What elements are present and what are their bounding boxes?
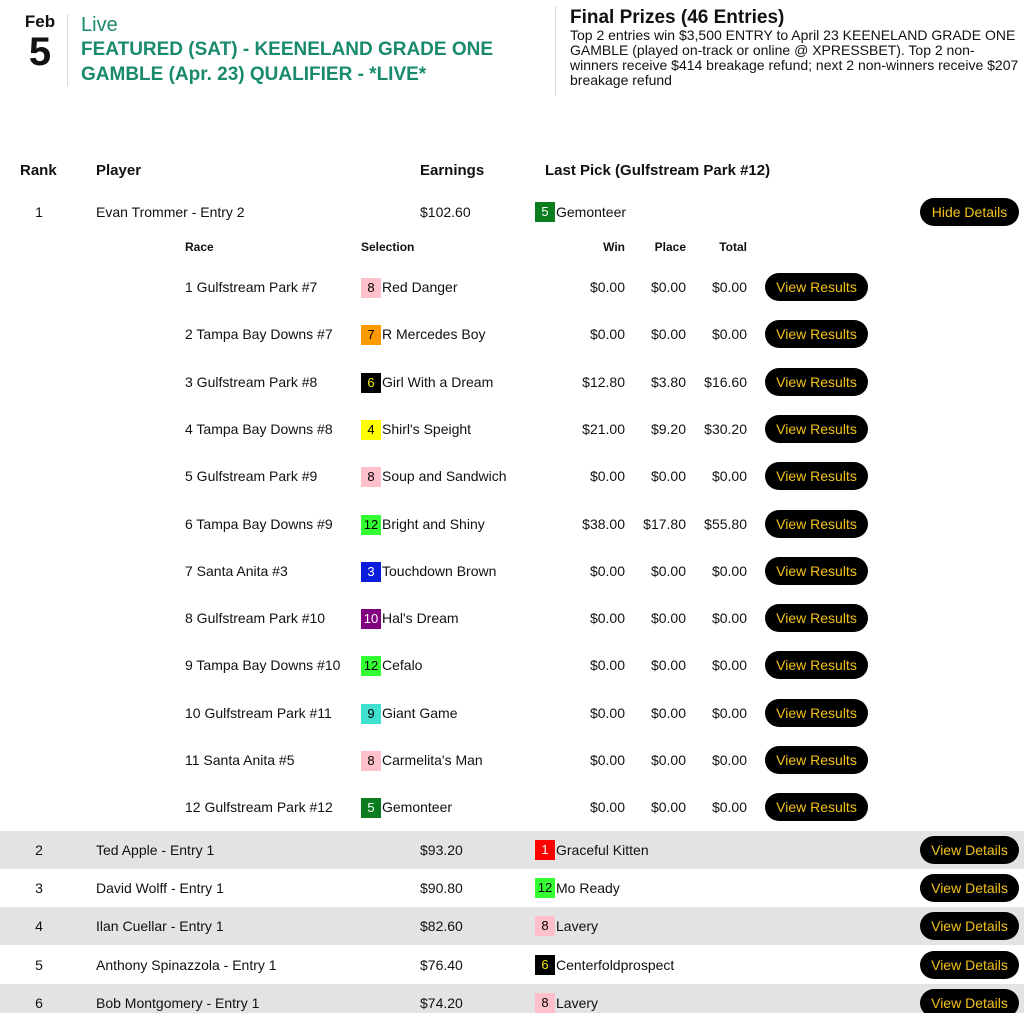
last-pick xyxy=(535,907,598,945)
prizes-title: Final Prizes (46 Entries) xyxy=(570,7,785,28)
selection xyxy=(361,359,493,406)
total-value: $0.00 xyxy=(711,563,747,579)
race-detail-row xyxy=(0,548,1024,595)
race-name: 2 Tampa Bay Downs #7 xyxy=(185,326,333,342)
col-earnings: Earnings xyxy=(420,162,485,179)
horse-name: Gemonteer xyxy=(556,204,627,220)
leaderboard-row xyxy=(0,946,1024,984)
race-detail-row xyxy=(0,690,1024,737)
win-value: $0.00 xyxy=(589,657,625,673)
saddlecloth-badge: 12 xyxy=(361,656,381,676)
view-results-button[interactable]: View Results xyxy=(765,415,868,443)
player-name[interactable]: David Wolff - Entry 1 xyxy=(96,880,224,896)
race-detail-row xyxy=(0,453,1024,500)
horse-name: Cefalo xyxy=(382,657,423,673)
horse-name: Soup and Sandwich xyxy=(382,468,507,484)
win-value: $38.00 xyxy=(582,516,625,532)
date-day: 5 xyxy=(28,30,52,74)
last-pick xyxy=(535,869,620,907)
view-results-button[interactable]: View Results xyxy=(765,651,868,679)
saddlecloth-badge: 5 xyxy=(535,202,555,222)
win-value: $0.00 xyxy=(589,610,625,626)
rank-value: 6 xyxy=(35,995,43,1011)
leaderboard-row xyxy=(0,869,1024,907)
view-results-button[interactable]: View Results xyxy=(765,746,868,774)
place-value: $17.80 xyxy=(643,516,686,532)
leaderboard-row xyxy=(0,831,1024,869)
win-value: $0.00 xyxy=(589,752,625,768)
earnings-value: $93.20 xyxy=(420,842,463,858)
leaderboard-row xyxy=(0,193,1024,231)
saddlecloth-badge: 6 xyxy=(535,955,555,975)
contest-status: Live xyxy=(81,14,118,36)
place-value: $0.00 xyxy=(650,705,686,721)
win-value: $12.80 xyxy=(582,374,625,390)
place-value: $0.00 xyxy=(650,468,686,484)
view-results-button[interactable]: View Results xyxy=(765,320,868,348)
race-name: 8 Gulfstream Park #10 xyxy=(185,610,326,626)
win-value: $0.00 xyxy=(589,799,625,815)
prizes-description: Top 2 entries win $3,500 ENTRY to April 23 KEENELAND GRADE ONE GAMBLE (played on-track or online @ XPRESSBET). Top 2 non-winners receive $414 breakage refund; next 2 non-winners receive $207 breakage refund xyxy=(570,27,1019,88)
view-details-button[interactable]: View Details xyxy=(920,836,1019,864)
win-value: $0.00 xyxy=(589,326,625,342)
horse-name: Mo Ready xyxy=(556,880,620,896)
win-value: $0.00 xyxy=(589,279,625,295)
details-header xyxy=(0,240,1024,256)
leaderboard-header xyxy=(0,162,1024,182)
last-pick xyxy=(535,984,598,1013)
race-detail-row xyxy=(0,406,1024,453)
race-detail-row xyxy=(0,784,1024,831)
race-name: 11 Santa Anita #5 xyxy=(185,752,295,768)
rank-value: 1 xyxy=(35,204,43,220)
horse-name: Hal's Dream xyxy=(382,610,459,626)
win-value: $0.00 xyxy=(589,563,625,579)
view-results-button[interactable]: View Results xyxy=(765,699,868,727)
view-results-button[interactable]: View Results xyxy=(765,273,868,301)
race-name: 6 Tampa Bay Downs #9 xyxy=(185,516,333,532)
total-value: $0.00 xyxy=(711,799,747,815)
header-divider xyxy=(555,6,556,96)
total-value: $0.00 xyxy=(711,657,747,673)
race-detail-row xyxy=(0,501,1024,548)
player-name[interactable]: Ted Apple - Entry 1 xyxy=(96,842,215,858)
saddlecloth-badge: 10 xyxy=(361,609,381,629)
rank-value: 3 xyxy=(35,880,43,896)
rank-value: 5 xyxy=(35,957,43,973)
saddlecloth-badge: 9 xyxy=(361,704,381,724)
horse-name: Gemonteer xyxy=(382,799,453,815)
date-block xyxy=(16,12,64,72)
race-name: 12 Gulfstream Park #12 xyxy=(185,799,333,815)
horse-name: Girl With a Dream xyxy=(382,374,494,390)
total-value: $55.80 xyxy=(704,516,747,532)
date-month: Feb xyxy=(24,12,56,31)
view-results-button[interactable]: View Results xyxy=(765,557,868,585)
total-value: $0.00 xyxy=(711,610,747,626)
leaderboard-row xyxy=(0,984,1024,1013)
saddlecloth-badge: 12 xyxy=(535,878,555,898)
prizes-info xyxy=(570,7,1020,88)
race-detail-row xyxy=(0,737,1024,784)
col-player: Player xyxy=(96,162,142,179)
last-pick xyxy=(535,831,649,869)
saddlecloth-badge: 8 xyxy=(361,278,381,298)
total-value: $0.00 xyxy=(711,752,747,768)
leaderboard-row xyxy=(0,907,1024,945)
place-value: $0.00 xyxy=(650,326,686,342)
race-detail-row xyxy=(0,642,1024,689)
saddlecloth-badge: 1 xyxy=(535,840,555,860)
earnings-value: $90.80 xyxy=(420,880,463,896)
rank-value: 4 xyxy=(35,918,43,934)
win-value: $21.00 xyxy=(582,421,625,437)
place-value: $0.00 xyxy=(650,657,686,673)
saddlecloth-badge: 12 xyxy=(361,515,381,535)
selection xyxy=(361,501,485,548)
selection xyxy=(361,642,422,689)
saddlecloth-badge: 3 xyxy=(361,562,381,582)
view-details-button[interactable]: View Details xyxy=(920,989,1019,1013)
col-rank: Rank xyxy=(20,162,57,179)
selection xyxy=(361,595,459,642)
selection xyxy=(361,690,457,737)
race-name: 1 Gulfstream Park #7 xyxy=(185,279,318,295)
horse-name: Giant Game xyxy=(382,705,458,721)
view-details-button[interactable]: View Details xyxy=(920,874,1019,902)
horse-name: R Mercedes Boy xyxy=(382,326,486,342)
saddlecloth-badge: 7 xyxy=(361,325,381,345)
saddlecloth-badge: 6 xyxy=(361,373,381,393)
view-details-button[interactable]: View Details xyxy=(920,951,1019,979)
race-name: 3 Gulfstream Park #8 xyxy=(185,374,318,390)
total-value: $0.00 xyxy=(711,468,747,484)
place-value: $0.00 xyxy=(650,752,686,768)
total-value: $16.60 xyxy=(704,374,747,390)
earnings-value: $76.40 xyxy=(420,957,463,973)
saddlecloth-badge: 8 xyxy=(361,751,381,771)
horse-name: Lavery xyxy=(556,995,599,1011)
header-divider xyxy=(67,14,68,86)
col-last-pick: Last Pick (Gulfstream Park #12) xyxy=(545,162,771,179)
place-value: $0.00 xyxy=(650,799,686,815)
selection xyxy=(361,737,483,784)
saddlecloth-badge: 8 xyxy=(535,993,555,1013)
race-name: 10 Gulfstream Park #11 xyxy=(185,705,332,721)
horse-name: Touchdown Brown xyxy=(382,563,497,579)
race-detail-row xyxy=(0,359,1024,406)
horse-name: Bright and Shiny xyxy=(382,516,485,532)
horse-name: Lavery xyxy=(556,918,599,934)
horse-name: Red Danger xyxy=(382,279,458,295)
view-results-button[interactable]: View Results xyxy=(765,793,868,821)
win-value: $0.00 xyxy=(589,468,625,484)
selection xyxy=(361,453,507,500)
player-name[interactable]: Bob Montgomery - Entry 1 xyxy=(96,995,260,1011)
place-value: $0.00 xyxy=(650,279,686,295)
col-win: Win xyxy=(603,240,625,254)
view-results-button[interactable]: View Results xyxy=(765,510,868,538)
race-detail-row xyxy=(0,311,1024,358)
hide-details-button[interactable]: Hide Details xyxy=(920,198,1019,226)
earnings-value: $74.20 xyxy=(420,995,463,1011)
saddlecloth-badge: 8 xyxy=(535,916,555,936)
contest-title: FEATURED (SAT) - KEENELAND GRADE ONE GAMBLE (Apr. 23) QUALIFIER - *LIVE* xyxy=(81,39,494,85)
player-name[interactable]: Anthony Spinazzola - Entry 1 xyxy=(96,957,277,973)
last-pick xyxy=(535,946,674,984)
selection xyxy=(361,548,496,595)
win-value: $0.00 xyxy=(589,705,625,721)
horse-name: Centerfoldprospect xyxy=(556,957,675,973)
horse-name: Shirl's Speight xyxy=(382,421,472,437)
selection xyxy=(361,406,471,453)
total-value: $0.00 xyxy=(711,705,747,721)
race-name: 7 Santa Anita #3 xyxy=(185,563,288,579)
rank-value: 2 xyxy=(35,842,43,858)
race-detail-row xyxy=(0,595,1024,642)
total-value: $30.20 xyxy=(704,421,747,437)
race-detail-row xyxy=(0,264,1024,311)
selection xyxy=(361,264,458,311)
place-value: $3.80 xyxy=(650,374,686,390)
place-value: $0.00 xyxy=(650,610,686,626)
player-name[interactable]: Evan Trommer - Entry 2 xyxy=(96,204,245,220)
place-value: $9.20 xyxy=(650,421,686,437)
selection xyxy=(361,311,485,358)
place-value: $0.00 xyxy=(650,563,686,579)
contest-info xyxy=(81,14,551,87)
horse-name: Graceful Kitten xyxy=(556,842,649,858)
earnings-value: $82.60 xyxy=(420,918,463,934)
view-results-button[interactable]: View Results xyxy=(765,368,868,396)
view-results-button[interactable]: View Results xyxy=(765,462,868,490)
selection xyxy=(361,784,452,831)
col-total: Total xyxy=(719,240,747,254)
view-results-button[interactable]: View Results xyxy=(765,604,868,632)
race-name: 4 Tampa Bay Downs #8 xyxy=(185,421,333,437)
total-value: $0.00 xyxy=(711,279,747,295)
saddlecloth-badge: 5 xyxy=(361,798,381,818)
total-value: $0.00 xyxy=(711,326,747,342)
col-place: Place xyxy=(654,240,686,254)
col-selection: Selection xyxy=(361,240,415,254)
view-details-button[interactable]: View Details xyxy=(920,912,1019,940)
saddlecloth-badge: 4 xyxy=(361,420,381,440)
player-name[interactable]: Ilan Cuellar - Entry 1 xyxy=(96,918,224,934)
race-name: 5 Gulfstream Park #9 xyxy=(185,468,318,484)
saddlecloth-badge: 8 xyxy=(361,467,381,487)
col-race: Race xyxy=(185,240,214,254)
horse-name: Carmelita's Man xyxy=(382,752,483,768)
earnings-value: $102.60 xyxy=(420,204,471,220)
race-name: 9 Tampa Bay Downs #10 xyxy=(185,657,341,673)
last-pick xyxy=(535,193,626,231)
